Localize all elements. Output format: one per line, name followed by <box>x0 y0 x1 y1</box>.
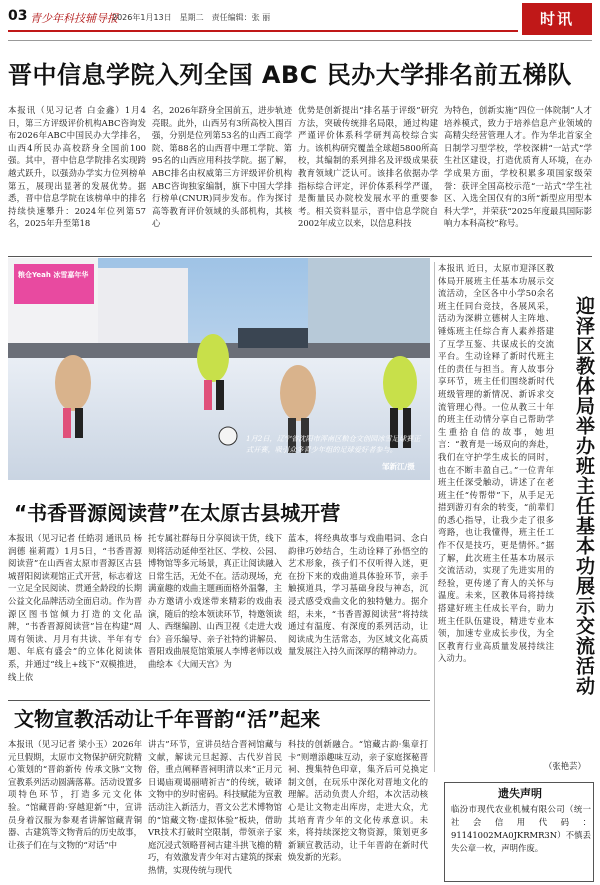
article3-col3: 蓝本，将经典故事与戏曲唱词、念白韵律巧妙结合，生动诠释了孙悟空的艺术形象，孩子们不仅听得入迷，更在扮下来的戏曲道具体验环节，亲手触摸道具，学习基础身段与神态，沉浸式感受戏曲文化的独特魅力。据介绍，未来，“书香晋源阅读营”将持续通过有温度、有深度的系列活动，让阅读成为生活常态，为区域文化高质量发展注入持久而深厚的精神动力。 <box>288 533 428 657</box>
article3-col2: 托专属社群每日分享阅读干货，线下则将活动延伸至社区、学校、公园、博物馆等多元场景，真正让阅读融入日常生活，无处不在。活动现场，充满童趣的戏曲主题画面格外温馨，主办方邀请小戏迷带来精彩的戏曲表演，随后的绘本领读环节，特邀领读人、西继编剧、山西卫视《走进大戏台》音乐编导、亲子社特约讲解员、晋阳戏曲展览馆策展人李博老师以戏曲绘本《大闹天宫》为 <box>148 533 282 669</box>
notice-title: 遗失声明 <box>498 787 542 800</box>
notice-body: 临汾市现代农业机械有限公司（统一社会信用代码：91141002MA0JKRMR3N）不慎丢失公章一枚，声明作废。 <box>451 804 591 853</box>
article1-col3: 优势是创新提出“排名基于评级”研究方法，突破传统排名局限，通过构建严谨评价体系科学研判高校综合实力。该机构研究覆盖全球超5800所高校，其编制的系列排名及评级成果获教育领域广泛认可。该排名依据办学指标综合评定，评价体系科学严谨，是衡量民办院校发展水平的重要参考。相关资料显示，晋中信息学院自2002年成立以来，以信息科技 <box>298 105 438 229</box>
article4-headline: 文物宣教活动让千年晋韵“活”起来 <box>14 707 321 731</box>
article3-headline: “书香晋源阅读营”在太原古县城开营 <box>14 501 341 525</box>
divider <box>8 700 430 701</box>
article2-author: （张艳芸） <box>544 761 586 771</box>
header-rule-thin <box>8 40 592 41</box>
article3-col1: 本报讯（见习记者 任皓羽 通讯员 杨润德 崔莉霞）1月5日，“书香晋源阅读营”在山西省太原市晋源区古县城晋阳阅读观馆正式开营，标志着这一立足全民阅读、贯通全龄段的长期公益文化品牌活动全面启动。作为晋源区图书馆倾力打造的文化品牌，“书香晋源阅读营”旨在构建“周周有领读、月月有共读、半年有专题、年底有盛会”的立体化阅读体系，并通过“线上+线下”双模推进，线上依 <box>8 533 142 682</box>
article1-col1: 本报讯（见习记者 白金鑫）1月4日，第三方评级评价机构ABC咨询发布2026年ABC中国民办大学排名，山西4所民办高校跻身全国前100强。其中，晋中信息学院排名实现跨越式跃升，以强劲办学实力位列榜单第五，展现出显著的发展优势。据悉，晋中信息学院在该榜单中的排名持续快速攀升：2024年位列第57名，2025年升至第18 <box>8 105 146 229</box>
article1-headline: 晋中信息学院入列全国 ABC 民办大学排名前五梯队 <box>8 61 572 89</box>
article2-vertical-headline: 迎泽区教体局举办班主任基本功展示交流活动 <box>573 296 595 696</box>
column-divider <box>434 262 435 772</box>
newspaper-name: 青少年科技辅导报 <box>30 12 118 25</box>
article4-col2: 讲古”环节，宣讲员结合晋祠馆藏与文献，解读元旦起源、古代岁首民俗，重点阐释晋祠明清以来“正月元日谒庙观谒丽晴祈吉”的传统，破译文物中的岁时密码。科技赋能为宣教活动注入新活力，晋文公艺术博物馆的“馆藏文物·虚拟体验”板块，借助VR技术打破时空限制，带领亲子家庭沉浸式领略晋祠古建斗拱飞檐的精巧，有效激发青少年对古建筑的探索热情，实现传统与现代 <box>148 739 282 875</box>
section-badge: 时讯 <box>522 3 592 35</box>
photo-caption: 1月2日，辽宁省沈阳市浑南区粮仓文创园冰雪足球赛正式开赛，吸引众多青少年组的足球爱好者参与。 <box>246 434 421 454</box>
page-number: 03 <box>8 8 28 24</box>
article4-col3: 科技的创新融合。“馆藏古韵·集章打卡”则增添趣味互动，亲子家庭探秘晋祠、搜集特色印章，集齐后可兑换定制文创，在玩乐中深化对晋地文化的理解。活动负责人介绍，本次活动核心是让文物走出库房，走进大众，尤其培育青少年的文化传承意识。未来，将持续深挖文物资源，策划更多新颖宣教活动，让千年晋韵在新时代焕发新的光彩。 <box>288 739 428 863</box>
header-rule <box>8 30 518 32</box>
article1-col2: 名，2026年跻身全国前五，进步轨迹亮眼。此外，山西另有3所高校入围百强，分别是位列第53名的山西工商学院、第88名的山西晋中理工学院、第95名的山西应用科技学院。据了解，ABC排名由权威第三方评级评价机构ABC咨询独家编制，旗下中国大学排行榜单(CNUR)同步发布。作为探讨高等教育评价领域的头部机构，其核心 <box>152 105 292 229</box>
article2-body: 本报讯 近日，太原市迎泽区教体局开展班主任基本功展示交流活动，全区各中小学50余名班主任同台竞技，各展风采，活动为深耕立德树人主阵地、锤炼班主任综合育人素养搭建了互学互鉴、共谋成长的交流平台。生动诠释了新时代班主任的责任与担当。育人故事分享环节，班主任们围绕新时代班级管理的新情况、新诉求交流管理心得。一位从教三十年的班主任动情分享自己帮助学生重拾自信的故事，她坦言：“教育是一场双向的奔赴，我们在守护学生成长的同时，也在不断丰盈自己。”一位青年班主任深受触动，讲述了在老班主任“传帮带”下，从手足无措到游刃有余的转变，“前辈们的悉心指导，让我少走了很多弯路，也让我懂得，班主任工作不仅是技巧，更是情怀。”据了解，此次班主任基本功展示交流活动，实现了先进实用的经验，更传递了育人的关怀与温度。未来，区教体局将持续搭建好班主任成长平台，助力班主任队伍建设，精进专业本领，加速专业成长步伐，为全区教育行业高质量发展持续注入动力。 <box>438 263 554 664</box>
photo-credit: 邹新江/摄 <box>382 462 415 471</box>
divider <box>8 256 592 257</box>
date-line: 2026年1月13日 星期二 责任编辑：张 丽 <box>112 13 271 22</box>
lost-notice-box <box>444 782 594 882</box>
article1-col4: 为特色，创新实施“四位一体院制”人才培养模式，致力于培养信息产业领域的高精尖经营管理人才。作为华北首家全日制学习型学校，学校深耕“一站式”学生社区建设，打造优质育人环境，在办学成果方面，学校积累多项国家级荣誉：获评全国高校示范“一站式”学生社区、入选全国仅有的3所“新型应用型本科大学”，并荣获“2025年度最具国际影响力本科高校”称号。 <box>444 105 592 229</box>
article4-col1: 本报讯（见习记者 梁小玉）2026年元旦假期，太原市文物保护研究院精心策划的“晋韵新传 传承文脉”文物宣教系列活动圆满落幕。活动设置多项特色环节，打造多元文化体验。“馆藏晋韵·穿越迎新”中，宣讲员身着汉服为参观者讲解馆藏青铜器、古建筑等文物背后的历史故事，让孩子们在与文物的“对话”中 <box>8 739 142 850</box>
banner-text: 粮仓Yeah 冰雪嘉年华 <box>18 271 89 279</box>
